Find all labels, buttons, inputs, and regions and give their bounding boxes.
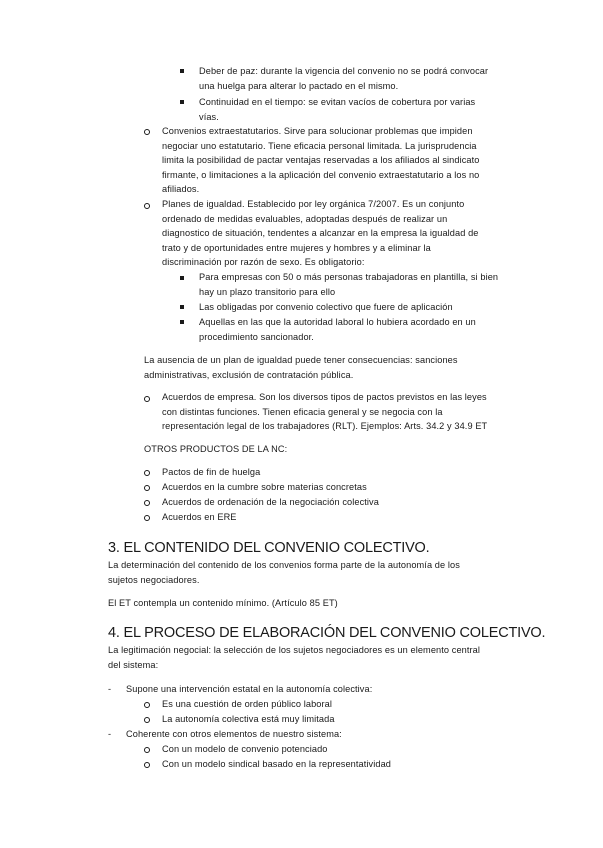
list-item: Acuerdos de ordenación de la negociación colectiva — [162, 497, 379, 507]
subheading: OTROS PRODUCTOS DE LA NC: — [144, 444, 288, 454]
section-heading: 4. EL PROCESO DE ELABORACIÓN DEL CONVENIO COLECTIVO. — [108, 625, 546, 641]
list-item: Para empresas con 50 o más personas trabajadoras en plantilla, si bien hay un plazo transitorio para ello — [199, 272, 499, 297]
list-item: Convenios extraestatutarios. Sirve para solucionar problemas que impiden negociar uno estatutario. Tiene eficacia personal limitada. La jurisprudencia limita la posibilidad de pactar ventajas reservadas a los afiliados al sindicato firmante, o limitaciones a la aplicación del convenio extraestatutario a los no afiliados. — [162, 126, 480, 194]
square-bullet-icon — [180, 320, 184, 324]
square-bullet-icon — [180, 69, 184, 73]
list-item: Supone una intervención estatal en la autonomía colectiva: — [126, 684, 373, 694]
circle-bullet-icon — [144, 515, 150, 521]
paragraph: La determinación del contenido de los convenios forma parte de la autonomía de los sujetos negociadores. — [108, 560, 460, 585]
circle-bullet-icon — [144, 717, 150, 723]
circle-bullet-icon — [144, 396, 150, 402]
list-item: Es una cuestión de orden público laboral — [162, 699, 332, 709]
list-item: Acuerdos en la cumbre sobre materias concretas — [162, 482, 367, 492]
circle-bullet-icon — [144, 747, 150, 753]
dash-bullet-icon: - — [108, 684, 112, 694]
list-item: Con un modelo de convenio potenciado — [162, 744, 328, 754]
circle-bullet-icon — [144, 500, 150, 506]
circle-bullet-icon — [144, 762, 150, 768]
square-bullet-icon — [180, 100, 184, 104]
list-item: Pactos de fin de huelga — [162, 467, 261, 477]
list-item: Con un modelo sindical basado en la representatividad — [162, 759, 392, 769]
circle-bullet-icon — [144, 702, 150, 708]
list-item: Acuerdos de empresa. Son los diversos tipos de pactos previstos en las leyes con distintas funciones. Tienen eficacia general y se negocia con la representación legal de los trabajadores (RLT). Ejemplos: Arts. 34.2 y 34.9 ET — [162, 392, 488, 431]
paragraph: El ET contempla un contenido mínimo. (Artículo 85 ET) — [108, 598, 338, 608]
paragraph: La legitimación negocial: la selección de los sujetos negociadores es un elemento central del sistema: — [108, 645, 481, 670]
circle-bullet-icon — [144, 129, 150, 135]
list-item: Continuidad en el tiempo: se evitan vacíos de cobertura por varias vías. — [199, 97, 476, 122]
section-heading: 3. EL CONTENIDO DEL CONVENIO COLECTIVO. — [108, 540, 430, 556]
dash-bullet-icon: - — [108, 729, 112, 739]
list-item: Acuerdos en ERE — [162, 512, 237, 522]
list-item: Deber de paz: durante la vigencia del convenio no se podrá convocar una huelga para alterar lo pactado en el mismo. — [199, 66, 489, 91]
list-item: Coherente con otros elementos de nuestro sistema: — [126, 729, 342, 739]
list-item: Planes de igualdad. Establecido por ley orgánica 7/2007. Es un conjunto ordenado de medidas evaluables, adoptadas después de realizar un diagnostico de situación, tendentes a alcanzar en la empresa la igualdad de trato y de oportunidades entre mujeres y hombres y a eliminar la discriminación por razón de sexo. Es obligatorio: — [162, 199, 479, 267]
square-bullet-icon — [180, 276, 184, 280]
list-item: Aquellas en las que la autoridad laboral lo hubiera acordado en un procedimiento sancionador. — [199, 317, 476, 342]
circle-bullet-icon — [144, 470, 150, 476]
square-bullet-icon — [180, 305, 184, 309]
list-item: La autonomía colectiva está muy limitada — [162, 714, 335, 724]
circle-bullet-icon — [144, 203, 150, 209]
list-item: Las obligadas por convenio colectivo que fuere de aplicación — [199, 302, 453, 312]
circle-bullet-icon — [144, 485, 150, 491]
paragraph: La ausencia de un plan de igualdad puede tener consecuencias: sanciones administrativas, exclusión de contratación pública. — [144, 355, 458, 380]
